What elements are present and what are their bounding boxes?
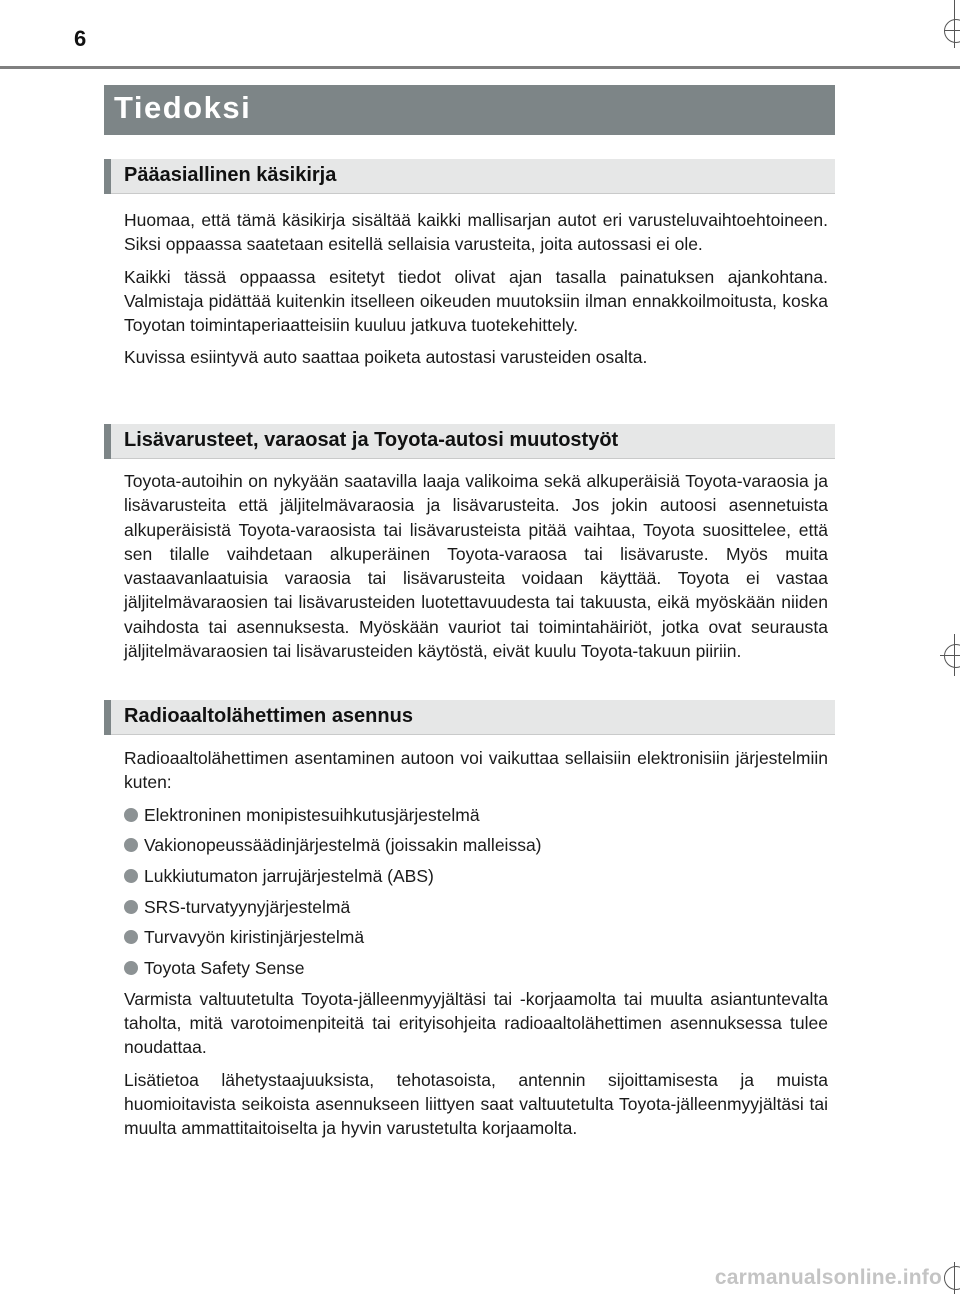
bullet-dot-icon [124, 900, 138, 914]
list-item-text: Toyota Safety Sense [144, 958, 305, 979]
header-rule [0, 66, 960, 69]
list-item [124, 864, 828, 888]
list-item [124, 925, 828, 949]
list-item-text: SRS-turvatyynyjärjestelmä [144, 896, 351, 917]
crop-mark [944, 19, 960, 43]
bullet-dot-icon [124, 961, 138, 975]
page-title: Tiedoksi [114, 90, 252, 125]
paragraph: Kaikki tässä oppaassa esitetyt tiedot olivat ajan tasalla painatuksen ajankohtana. Valmistaja pidättää kuitenkin itselleen oikeuden muutoksiin ilman ennakkoilmoitusta, koska Toyotan toimintaperiaatteisiin kuuluu jatkuva tuotekehittely. [124, 266, 828, 336]
page-number: 6 [74, 26, 87, 51]
list-item [124, 833, 828, 857]
section-heading [104, 159, 835, 194]
paragraph: Kuvissa esiintyvä auto saattaa poiketa autostasi varusteiden osalta. [124, 347, 648, 368]
section-heading [104, 424, 835, 459]
list-item [124, 956, 828, 980]
crop-mark [944, 644, 960, 668]
section-body [124, 469, 828, 671]
list-item-text: Vakionopeussäädinjärjestelmä (joissakin malleissa) [144, 835, 542, 856]
bullet-dot-icon [124, 869, 138, 883]
paragraph: Toyota-autoihin on nykyään saatavilla laaja valikoima sekä alkuperäisiä Toyota-varaosia ja lisävarusteita että jäljitelmävaraosia ja lisävarusteita. Jos jokin autoosi asennetuista alkuperäisistä Toyota-varaosista tai lisävarusteista pitää vaihtaa, Toyota suosittelee, että sen tilalle vaihdetaan alkuperäinen Toyota-varaosa tai lisävaruste. Myös muita vastaavanlaatuisia varaosia tai lisävarusteita voidaan käyttää. Toyota ei vastaa jäljitelmävaraosien tai lisävarusteiden luotettavuudesta tai takuusta, eikä myöskään niiden vaihdosta tai asennuksesta. Myöskään vauriot tai toimintahäiriöt, jotka ovat seurausta jäljitelmävaraosien tai lisävarusteiden käytöstä, eivät kuulu Toyota-takuun piiriin. [124, 471, 828, 662]
paragraph: Varmista valtuutetulta Toyota-jälleenmyyjältäsi tai -korjaamolta tai muulta asiantuntevalta taholta, mitä varotoimenpiteitä tai erityisohjeita radioaaltolähettimen asennuksessa tulee noudattaa. [124, 988, 828, 1058]
watermark: carmanualsonline.info [714, 1266, 942, 1289]
list-item-text: Turvavyön kiristinjärjestelmä [144, 927, 365, 948]
bullet-dot-icon [124, 838, 138, 852]
crop-mark [944, 1266, 960, 1290]
section-title: Radioaaltolähettimen asennus [124, 705, 413, 727]
section-title: Pääasiallinen käsikirja [124, 164, 337, 186]
title-bar [104, 85, 835, 135]
section-heading [104, 700, 835, 735]
section-body [124, 208, 828, 378]
section-body [124, 746, 828, 1149]
paragraph: Lisätietoa lähetystaajuuksista, tehotasoista, antennin sijoittamisesta ja muista huomioitavista seikoista asennukseen liittyen saat valtuutetulta Toyota-jälleenmyyjältäsi tai muulta ammattitaitoiselta ja hyvin varustetulta korjaamolta. [124, 1069, 828, 1139]
section-title: Lisävarusteet, varaosat ja Toyota-autosi muutostyöt [124, 429, 619, 451]
list-item [124, 895, 828, 919]
bullet-dot-icon [124, 930, 138, 944]
list-item-text: Lukkiutumaton jarrujärjestelmä (ABS) [144, 865, 434, 886]
paragraph: Radioaaltolähettimen asentaminen autoon voi vaikuttaa sellaisiin elektronisiin järjestelmiin kuten: [124, 748, 828, 793]
paragraph: Huomaa, että tämä käsikirja sisältää kaikki mallisarjan autot eri varusteluvaihtoehtoineen. Siksi oppaassa saatetaan esitellä sellaisia varusteita, joita autossasi ei ole. [124, 210, 828, 255]
bullet-dot-icon [124, 808, 138, 822]
list-item-text: Elektroninen monipistesuihkutusjärjestelmä [144, 804, 480, 825]
list-item [124, 803, 828, 827]
